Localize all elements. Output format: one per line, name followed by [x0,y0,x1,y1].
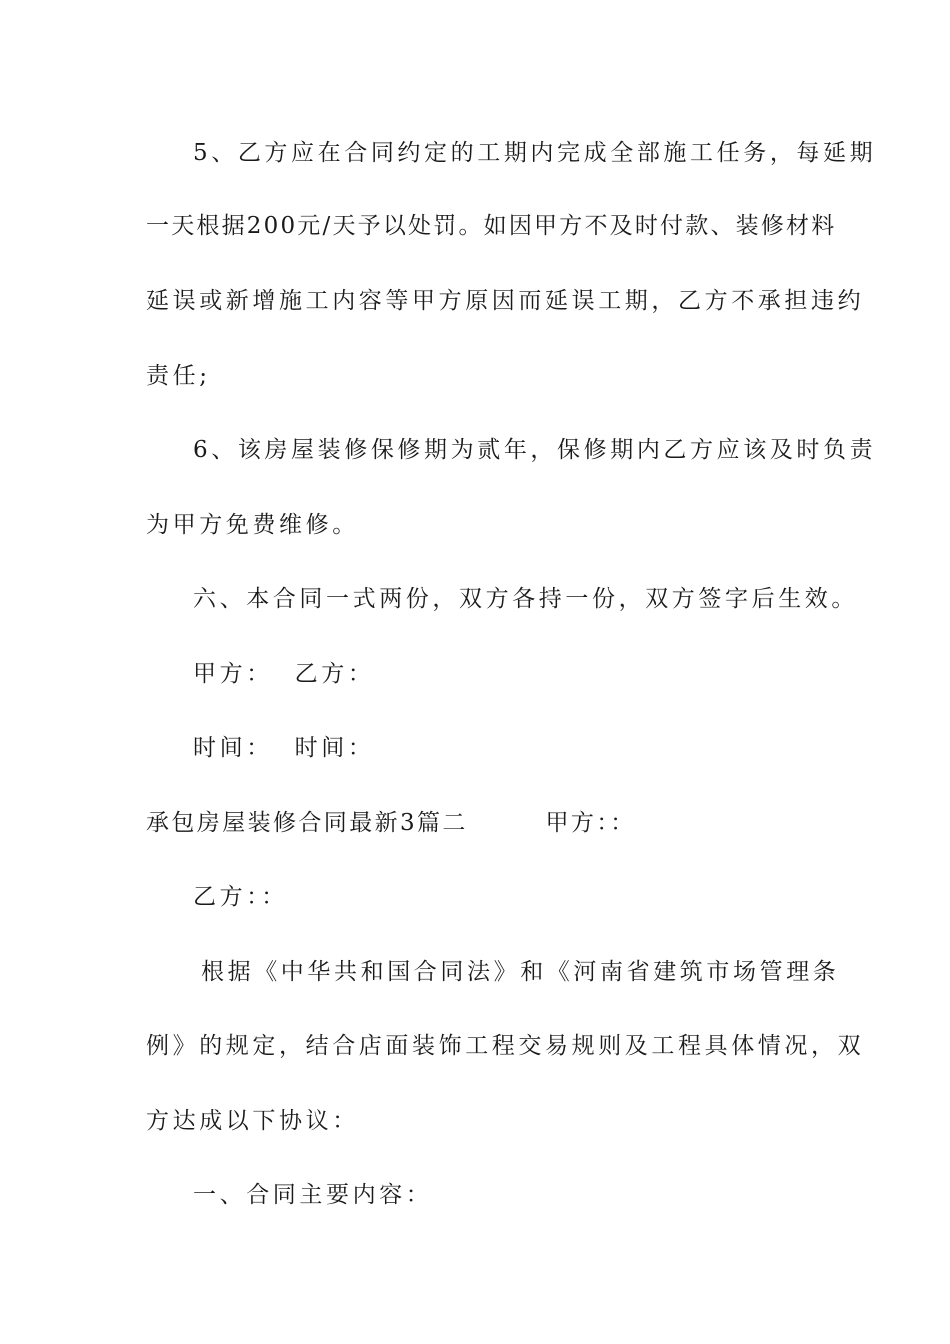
preamble-line-3: 方达成以下协议： [146,1108,359,1134]
clause-6-line-1: 6、该房屋装修保修期为贰年，保修期内乙方应该及时负责 [193,437,877,463]
clause-5-line-1: 5、乙方应在合同约定的工期内完成全部施工任务，每延期 [193,140,877,166]
section-6-text: 六、本合同一式两份，双方各持一份，双方签字后生效。 [193,586,858,612]
clause-5-line-2: 一天根据200元/天予以处罚。如因甲方不及时付款、装修材料 [146,213,837,239]
party-b-line: 乙方：： [193,884,288,910]
signature-parties: 甲方： 乙方： [193,661,375,687]
contract-2-heading: 承包房屋装修合同最新3篇二 甲方：： [146,810,636,836]
preamble-line-2: 例》的规定，结合店面装饰工程交易规则及工程具体情况，双 [146,1033,865,1059]
preamble-line-1: 根据《中华共和国合同法》和《河南省建筑市场管理条 [201,959,840,985]
signature-dates: 时间： 时间： [193,735,375,761]
clause-5-line-4: 责任; [146,363,211,389]
clause-6-line-2: 为甲方免费维修。 [146,512,359,538]
section-1-heading: 一、合同主要内容： [193,1182,433,1208]
clause-5-line-3: 延误或新增施工内容等甲方原因而延误工期，乙方不承担违约 [146,288,865,314]
